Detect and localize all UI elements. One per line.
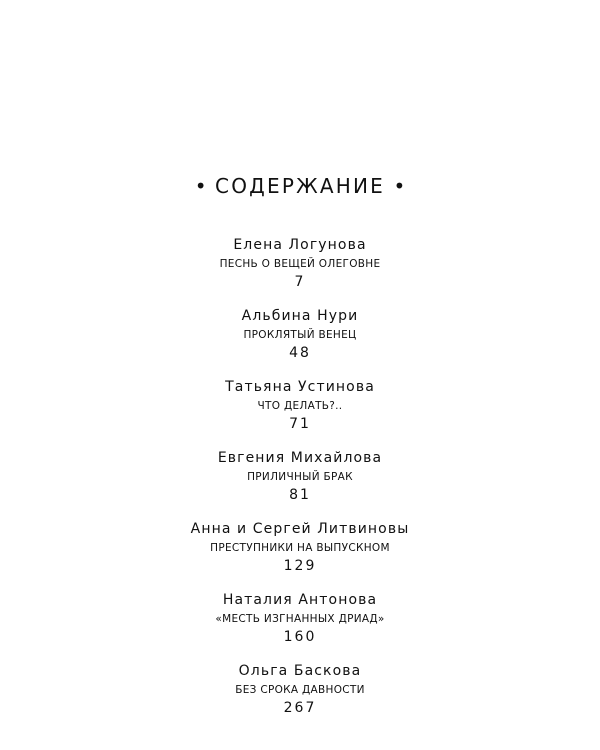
entry-page-number: 71 [289, 416, 311, 432]
heading-bullet-right: • [393, 174, 406, 198]
entry-title: «МЕСТЬ ИЗГНАННЫХ ДРИАД» [215, 613, 385, 625]
contents-heading [0, 171, 600, 201]
toc-list [0, 228, 600, 725]
contents-heading-label: СОДЕРЖАНИЕ [215, 174, 385, 198]
toc-entry [0, 519, 600, 583]
toc-entry [0, 448, 600, 512]
toc-entry [0, 377, 600, 441]
entry-title: ЧТО ДЕЛАТЬ?.. [257, 400, 343, 412]
entry-author: Ольга Баскова [238, 663, 362, 679]
entry-page-number: 160 [283, 629, 317, 645]
entry-title: БЕЗ СРОКА ДАВНОСТИ [235, 684, 365, 696]
entry-author: Наталия Антонова [222, 592, 378, 608]
entry-author: Анна и Сергей Литвиновы [190, 521, 410, 537]
entry-page-number: 267 [283, 700, 317, 716]
entry-page-number: 129 [283, 558, 317, 574]
toc-entry [0, 306, 600, 370]
toc-entry [0, 661, 600, 725]
entry-author: Альбина Нури [241, 308, 359, 324]
entry-title: ПРИЛИЧНЫЙ БРАК [247, 471, 353, 483]
entry-page-number: 48 [289, 345, 311, 361]
entry-title: ПРОКЛЯТЫЙ ВЕНЕЦ [243, 329, 357, 341]
entry-author: Елена Логунова [233, 237, 367, 253]
entry-title: ПЕСНЬ О ВЕЩЕЙ ОЛЕГОВНЕ [219, 258, 381, 270]
toc-entry [0, 235, 600, 299]
toc-entry [0, 590, 600, 654]
entry-page-number: 7 [294, 274, 306, 290]
entry-page-number: 81 [289, 487, 311, 503]
entry-title: ПРЕСТУПНИКИ НА ВЫПУСКНОМ [210, 542, 390, 554]
heading-bullet-left: • [194, 174, 207, 198]
entry-author: Татьяна Устинова [225, 379, 375, 395]
entry-author: Евгения Михайлова [217, 450, 383, 466]
